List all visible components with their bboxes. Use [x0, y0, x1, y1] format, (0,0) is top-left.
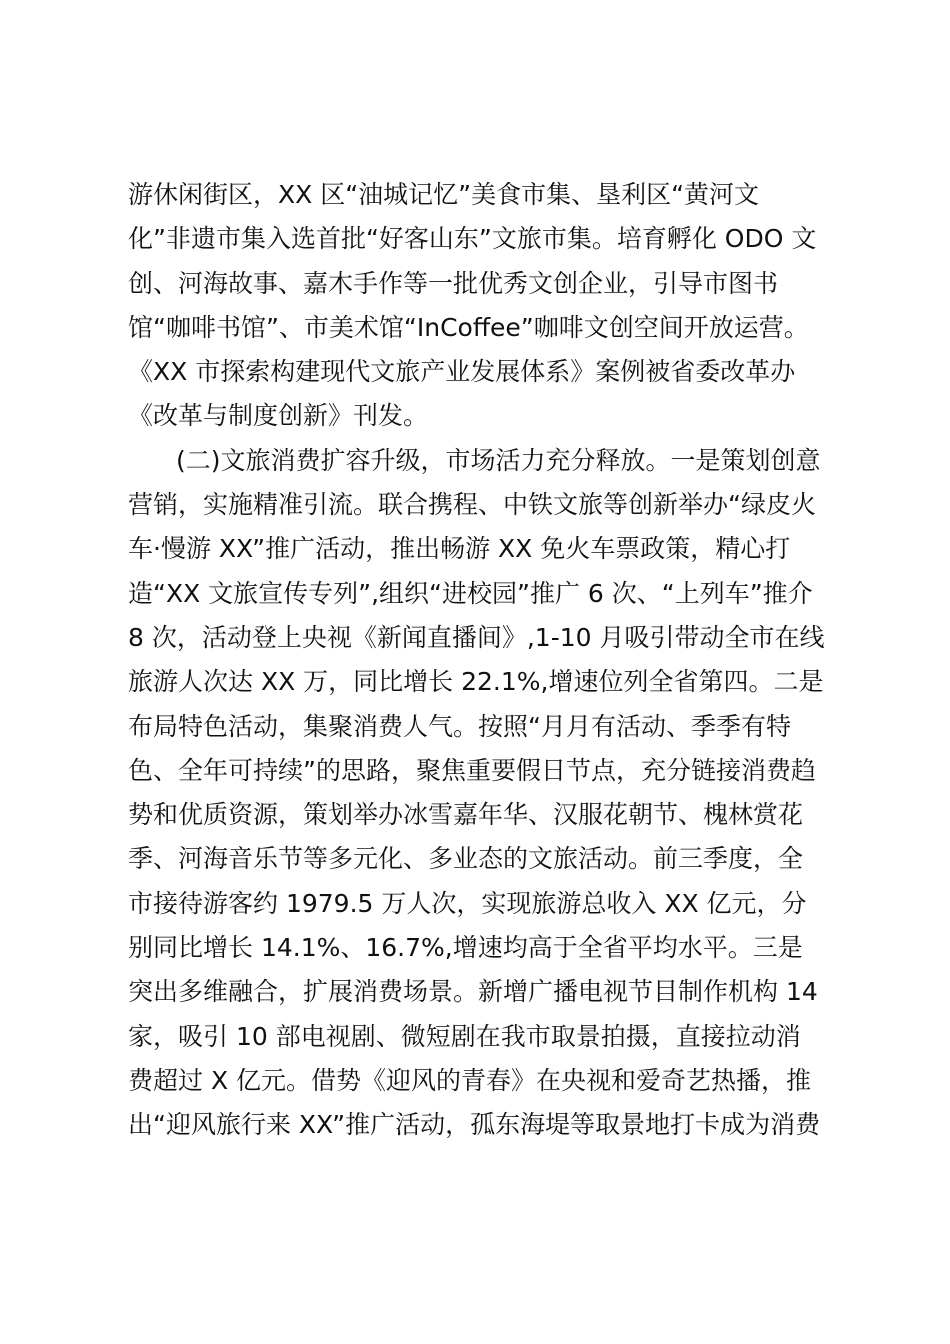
text-line: 造“XX 文旅宣传专列”,组织“进校园”推广 6 次、“上列车”推介 [128, 578, 813, 608]
text-line: 8 次，活动登上央视《新闻直播间》,1-10 月吸引带动全市在线 [128, 622, 825, 652]
body-text [128, 173, 848, 1148]
text-line: 出“迎风旅行来 XX”推广活动，孤东海堤等取景地打卡成为消费 [128, 1110, 821, 1140]
text-line: 《XX 市探索构建现代文旅产业发展体系》案例被省委改革办 [128, 357, 796, 387]
text-line: 馆“咖啡书馆”、市美术馆“InCoffee”咖啡文创空间开放运营。 [128, 312, 809, 342]
text-line: 势和优质资源，策划举办冰雪嘉年华、汉服花朝节、槐林赏花 [128, 800, 804, 830]
text-line: 旅游人次达 XX 万，同比增长 22.1%,增速位列全省第四。二是 [128, 667, 824, 697]
text-line: 季、河海音乐节等多元化、多业态的文旅活动。前三季度，全 [128, 844, 804, 874]
text-line: 布局特色活动，集聚消费人气。按照“月月有活动、季季有特 [128, 711, 791, 741]
text-line: 突出多维融合，扩展消费场景。新增广播电视节目制作机构 14 [128, 977, 818, 1007]
text-line: 色、全年可持续”的思路，聚焦重要假日节点，充分链接消费趋 [128, 755, 816, 785]
text-line: 别同比增长 14.1%、16.7%,增速均高于全省平均水平。三是 [128, 933, 803, 963]
text-line: 车·慢游 XX”推广活动，推出畅游 XX 免火车票政策，精心打 [128, 534, 791, 564]
section-heading-line: (二)文旅消费扩容升级，市场活力充分释放。一是策划创意 [176, 445, 821, 475]
text-line: 《改革与制度创新》刊发。 [128, 401, 429, 431]
text-line: 家，吸引 10 部电视剧、微短剧在我市取景拍摄，直接拉动消 [128, 1021, 801, 1051]
text-line: 创、河海故事、嘉木手作等一批优秀文创企业，引导市图书 [128, 268, 779, 298]
text-line: 营销，实施精准引流。联合携程、中铁文旅等创新举办“绿皮火 [128, 490, 816, 520]
text-line: 化”非遗市集入选首批“好客山东”文旅市集。培育孵化 ODO 文 [128, 224, 817, 254]
text-line: 市接待游客约 1979.5 万人次，实现旅游总收入 XX 亿元，分 [128, 888, 807, 918]
text-line: 费超过 X 亿元。借势《迎风的青春》在央视和爱奇艺热播，推 [128, 1065, 812, 1095]
text-line: 游休闲街区，XX 区“油城记忆”美食市集、垦利区“黄河文 [128, 180, 760, 209]
